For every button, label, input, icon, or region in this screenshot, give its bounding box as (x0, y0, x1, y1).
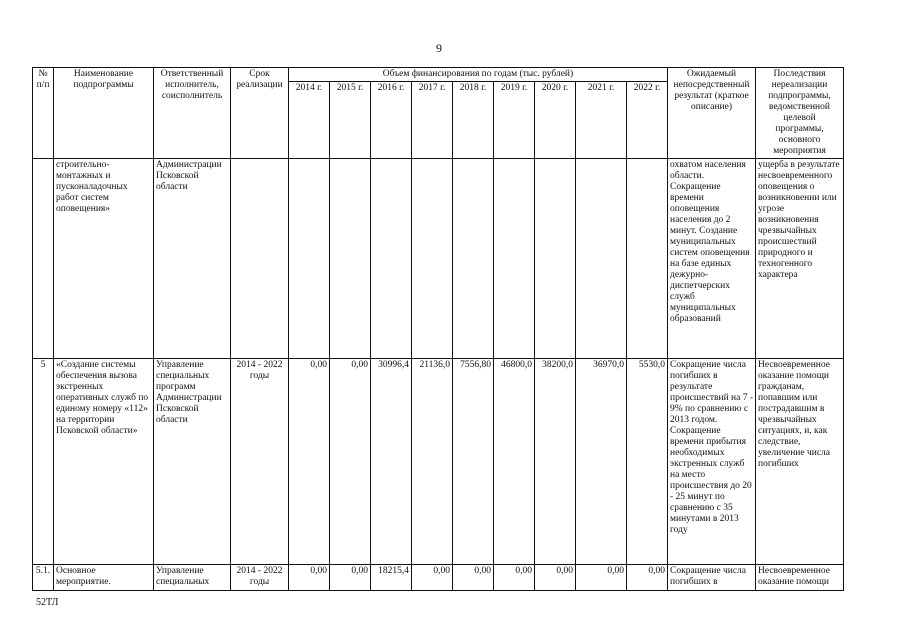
header-year: 2020 г. (535, 82, 576, 159)
row-value (494, 159, 535, 359)
footer-code: 52ТЛ (36, 597, 59, 608)
header-name: Наименование подпрограммы (54, 68, 154, 159)
row-value (535, 159, 576, 359)
table-row (33, 565, 844, 591)
header-year: 2016 г. (371, 82, 412, 159)
row-value: 7556,80 (453, 359, 494, 565)
row-executor: Управление специальных программ Администрации Псковской области (154, 359, 231, 565)
row-value: 0,00 (330, 359, 371, 565)
header-year: 2019 г. (494, 82, 535, 159)
row-consequences: Несвоевременное оказание помощи гражданам, попавшим или пострадавшим в чрезвычайных ситуациях, и, как следствие, увеличение числа погибших (756, 359, 844, 565)
header-row-1 (33, 68, 844, 82)
row-value (289, 159, 330, 359)
row-term: 2014 - 2022 годы (231, 359, 289, 565)
row-value (371, 159, 412, 359)
row-value: 0,00 (576, 565, 627, 591)
row-value: 46800,0 (494, 359, 535, 565)
row-value: 0,00 (494, 565, 535, 591)
row-value: 38200,0 (535, 359, 576, 565)
row-executor: Администрации Псковской области (154, 159, 231, 359)
row-name: Основное мероприятие. (54, 565, 154, 591)
row-value: 0,00 (627, 565, 668, 591)
row-value: 0,00 (412, 565, 453, 591)
header-term: Срок реализации (231, 68, 289, 159)
row-value: 0,00 (330, 565, 371, 591)
funding-table (32, 67, 844, 591)
row-value (627, 159, 668, 359)
row-value (412, 159, 453, 359)
row-result: охватом населения области. Сокращение времени оповещения населения до 2 минут. Создание муниципальных систем оповещения на базе единых дежурно-диспетчерских служб муниципальных образований (668, 159, 756, 359)
row-result: Сокращение числа погибших в (668, 565, 756, 591)
row-value (330, 159, 371, 359)
row-value: 0,00 (289, 359, 330, 565)
row-value (453, 159, 494, 359)
header-consequences: Последствия нереализации подпрограммы, ведомственной целевой программы, основного мероприятия (756, 68, 844, 159)
row-consequences: ущерба в результате несвоевременного оповещения о возникновении или угрозе возникновения чрезвычайных происшествий природного и техногенного характера (756, 159, 844, 359)
row-name: строительно-монтажных и пусконаладочных работ систем оповещения» (54, 159, 154, 359)
row-executor: Управление специальных (154, 565, 231, 591)
header-year: 2015 г. (330, 82, 371, 159)
row-value: 18215,4 (371, 565, 412, 591)
row-result: Сокращение числа погибших в результате происшествий на 7 - 9% по сравнению с 2013 годом. Сокращение времени прибытия необходимых экстренных служб на место происшествия до 20 - 25 минут по сравнению с 35 минутами в 2013 году (668, 359, 756, 565)
row-value: 0,00 (453, 565, 494, 591)
table-row (33, 159, 844, 359)
row-num (33, 159, 54, 359)
header-funding: Объем финансирования по годам (тыс. рублей) (289, 68, 668, 82)
header-executor: Ответственный исполнитель, соисполнитель (154, 68, 231, 159)
row-consequences: Несвоевременное оказание помощи (756, 565, 844, 591)
header-num: № п/п (33, 68, 54, 159)
header-year: 2017 г. (412, 82, 453, 159)
row-name: «Создание системы обеспечения вызова экстренных оперативных служб по единому номеру «112» на территории Псковской области» (54, 359, 154, 565)
row-num: 5 (33, 359, 54, 565)
row-value: 30996,4 (371, 359, 412, 565)
row-value: 0,00 (289, 565, 330, 591)
row-value: 21136,0 (412, 359, 453, 565)
row-term: 2014 - 2022 годы (231, 565, 289, 591)
header-year: 2014 г. (289, 82, 330, 159)
header-year: 2021 г. (576, 82, 627, 159)
row-num: 5.1. (33, 565, 54, 591)
header-result: Ожидаемый непосредственный результат (краткое описание) (668, 68, 756, 159)
header-year: 2018 г. (453, 82, 494, 159)
table-row (33, 359, 844, 565)
row-value: 0,00 (535, 565, 576, 591)
row-term (231, 159, 289, 359)
row-value (576, 159, 627, 359)
row-value: 36970,0 (576, 359, 627, 565)
header-year: 2022 г. (627, 82, 668, 159)
row-value: 5530,0 (627, 359, 668, 565)
page-number: 9 (436, 41, 442, 55)
